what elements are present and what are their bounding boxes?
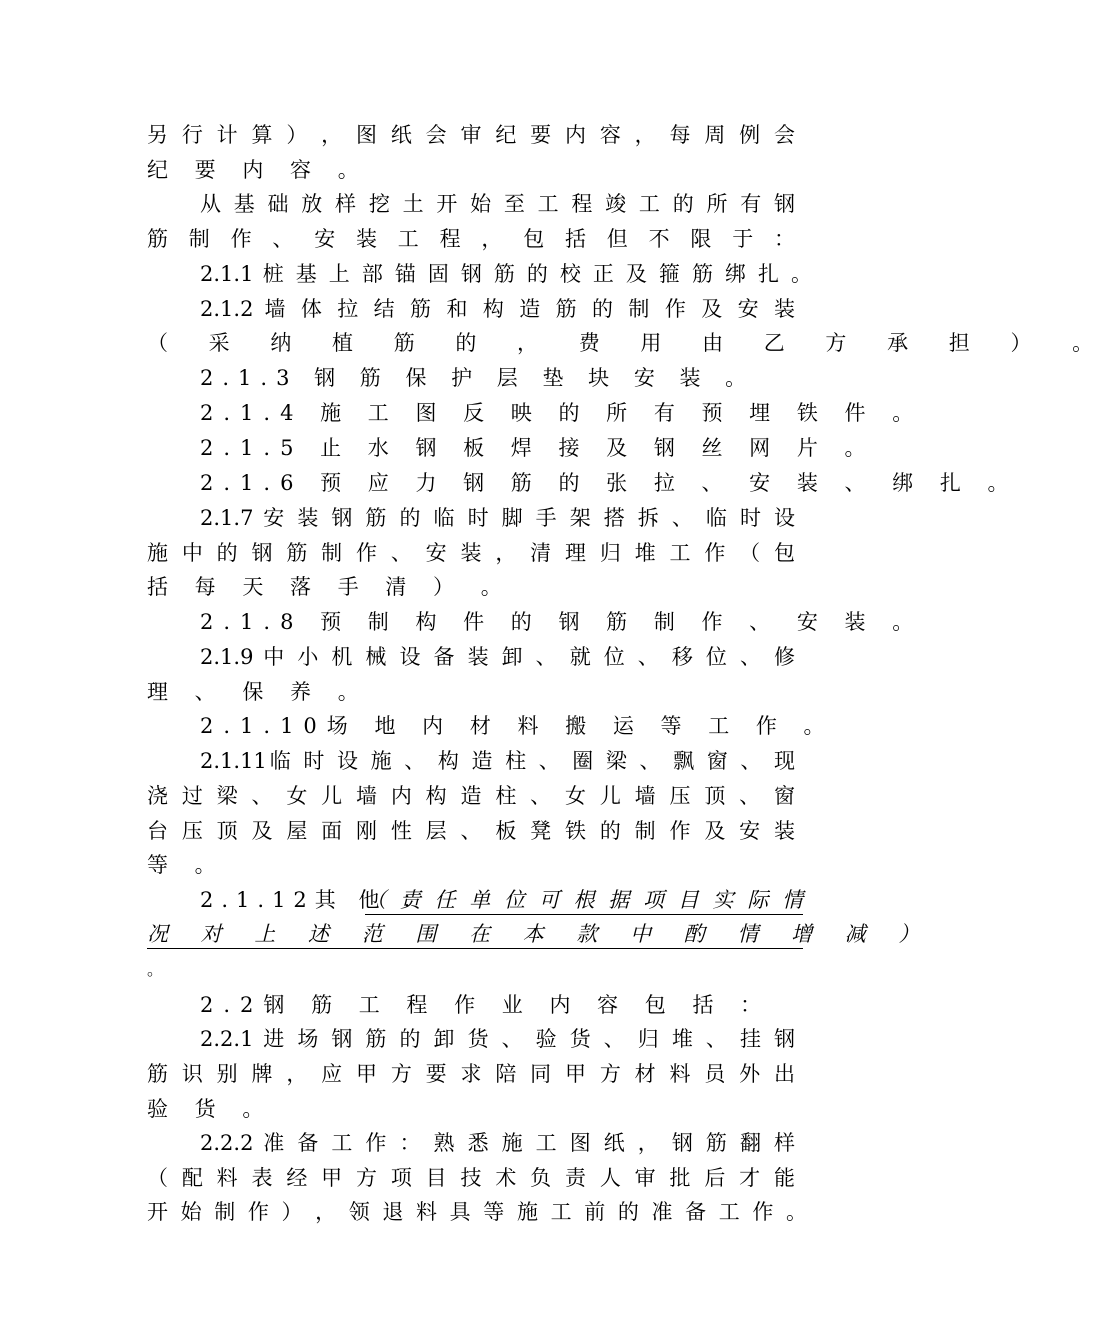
text-line: 筋 识 别 牌 ， 应 甲 方 要 求 陪 同 甲 方 材 料 员 外 出 bbox=[147, 1062, 795, 1086]
text-line: 2.1.12其 他 ： bbox=[200, 888, 432, 912]
text-line: 纪 要 内 容 。 bbox=[147, 158, 369, 182]
underlined-note: 况 对 上 述 范 围 在 本 款 中 酌 情 增 减 ） bbox=[147, 920, 803, 949]
text-line: 2.1.9 中 小 机 械 设 备 装 卸 、 就 位 、 移 位 、 修 bbox=[200, 645, 795, 669]
text-line: 2.1.10场 地 内 材 料 搬 运 等 工 作 。 bbox=[200, 714, 835, 738]
text-line: 2.1.7 安 装 钢 筋 的 临 时 脚 手 架 搭 拆 、 临 时 设 bbox=[200, 506, 795, 530]
text-line: 2.2.2 准 备 工 作 ： 熟 悉 施 工 图 纸 ， 钢 筋 翻 样 bbox=[200, 1131, 795, 1155]
text-line: 2.2.1 进 场 钢 筋 的 卸 货 、 验 货 、 归 堆 、 挂 钢 bbox=[200, 1027, 795, 1051]
text-line: 括 每 天 落 手 清 ） 。 bbox=[147, 575, 512, 599]
text-line: 另 行 计 算 ） ， 图 纸 会 审 纪 要 内 容 ， 每 周 例 会 bbox=[147, 123, 795, 147]
text-line: 从 基 础 放 样 挖 土 开 始 至 工 程 竣 工 的 所 有 钢 bbox=[200, 192, 795, 216]
text-line: 2.1.6 预 应 力 钢 筋 的 张 拉 、 安 装 、 绑 扎 。 bbox=[200, 471, 1019, 495]
text-line: 2.2钢 筋 工 程 作 业 内 容 包 括 ： bbox=[200, 993, 772, 1017]
text-line: 2.1.3 钢 筋 保 护 层 垫 块 安 装 。 bbox=[200, 366, 756, 390]
text-line: 台 压 顶 及 屋 面 刚 性 层 、 板 凳 铁 的 制 作 及 安 装 bbox=[147, 819, 795, 843]
text-line: 验 货 。 bbox=[147, 1097, 274, 1121]
underlined-note: （ 责 任 单 位 可 根 据 项 目 实 际 情 bbox=[365, 886, 803, 915]
text-line: 施 中 的 钢 筋 制 作 、 安 装 ， 清 理 归 堆 工 作 （ 包 bbox=[147, 541, 795, 565]
text-line: 理 、 保 养 。 bbox=[147, 680, 369, 704]
text-line: 2.1.2 墙 体 拉 结 筋 和 构 造 筋 的 制 作 及 安 装 bbox=[200, 297, 795, 321]
text-line: 等 。 bbox=[147, 853, 226, 877]
text-line: 2.1.11临 时 设 施 、 构 造 柱 、 圈 梁 、 飘 窗 、 现 bbox=[200, 749, 795, 773]
text-line: 2.1.5 止 水 钢 板 焊 接 及 钢 丝 网 片 。 bbox=[200, 436, 876, 460]
text-line: 2.1.4 施 工 图 反 映 的 所 有 预 埋 铁 件 。 bbox=[200, 401, 924, 425]
text-line: （ 配 料 表 经 甲 方 项 目 技 术 负 责 人 审 批 后 才 能 bbox=[147, 1166, 795, 1190]
text-line: 。 bbox=[147, 960, 164, 979]
text-line: 2.1.1 桩 基 上 部 锚 固 钢 筋 的 校 正 及 箍 筋 绑 扎 。 bbox=[200, 262, 812, 286]
text-line: 2.1.8 预 制 构 件 的 钢 筋 制 作 、 安 装 。 bbox=[200, 610, 924, 634]
text-line: （ 采 纳 植 筋 的 ， 费 用 由 乙 方 承 担 ） 。 bbox=[147, 331, 1110, 355]
text-line: 浇 过 梁 、 女 儿 墙 内 构 造 柱 、 女 儿 墙 压 顶 、 窗 bbox=[147, 784, 795, 808]
text-line: 开 始 制 作 ） ， 领 退 料 具 等 施 工 前 的 准 备 工 作 。 bbox=[147, 1200, 807, 1224]
text-line: 筋 制 作 、 安 装 工 程 ， 包 括 但 不 限 于 ： bbox=[147, 227, 795, 251]
